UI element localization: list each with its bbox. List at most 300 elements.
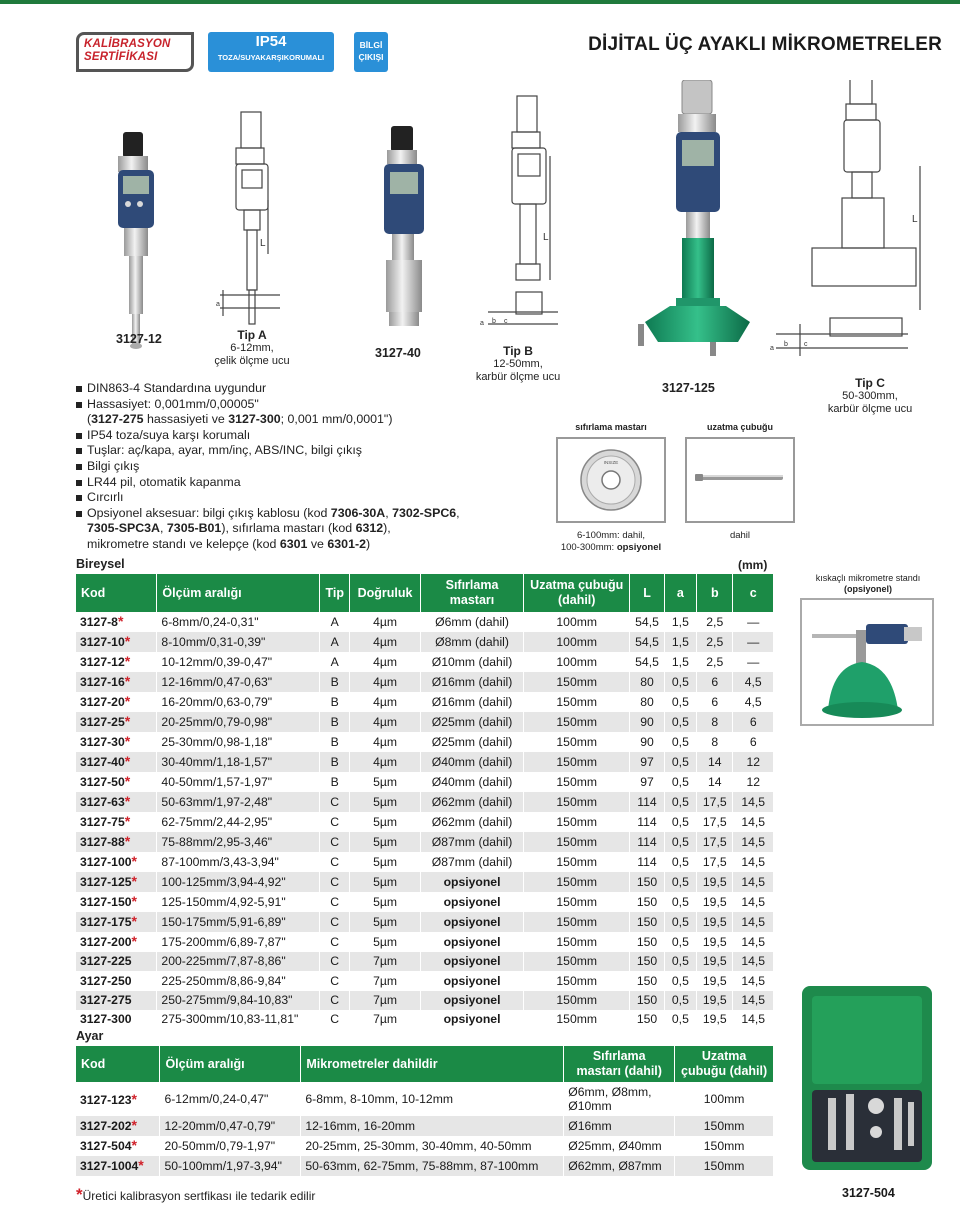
table-cell: 5µm xyxy=(350,772,421,792)
ring-gauge-cap2-bold: opsiyonel xyxy=(616,542,662,553)
table-cell: Ø25mm (dahil) xyxy=(420,732,523,752)
table-row xyxy=(76,672,774,692)
table-cell: 4,5 xyxy=(733,692,774,712)
table-cell: opsiyonel xyxy=(420,932,523,952)
table-cell: 30-40mm/1,18-1,57" xyxy=(157,752,320,772)
table-cell: 5µm xyxy=(350,872,421,892)
table-cell: C xyxy=(320,852,350,872)
tip-a-caption xyxy=(196,329,308,368)
table-cell: 54,5 xyxy=(630,632,664,652)
table-cell: 150mm xyxy=(524,672,630,692)
individual-micrometer-table xyxy=(76,574,774,1030)
table-cell: opsiyonel xyxy=(420,1010,523,1029)
table-cell: C xyxy=(320,892,350,912)
tip-b-line1: 12-50mm, xyxy=(493,358,543,370)
table-cell: 150mm xyxy=(524,792,630,812)
extension-rod-box xyxy=(685,437,795,523)
code-text: 3127-8 xyxy=(80,615,118,629)
table1-header-range: Ölçüm aralığı xyxy=(157,574,320,612)
ip54-badge-sub: TOZA/SUYAKARŞIKORUMALI xyxy=(217,53,325,62)
table-cell: 150mm xyxy=(675,1156,774,1176)
calibration-footnote xyxy=(76,1185,315,1205)
code-text: 3127-25 xyxy=(80,715,125,729)
table1-header-l: L xyxy=(630,574,664,612)
table-cell: 6-12mm/0,24-0,47" xyxy=(160,1082,301,1116)
table-cell-code xyxy=(76,991,157,1010)
table-cell: Ø16mm (dahil) xyxy=(420,672,523,692)
opt-sep: , xyxy=(456,505,460,520)
table-cell: 50-63mm, 62-75mm, 75-88mm, 87-100mm xyxy=(301,1156,564,1176)
table-cell: 150mm xyxy=(524,932,630,952)
code-text: 3127-20 xyxy=(80,695,125,709)
table-cell: 90 xyxy=(630,732,664,752)
feature-item: DIN863-4 Standardına uygundur xyxy=(76,381,516,397)
table-cell: 150mm xyxy=(524,872,630,892)
opt-code: 7305-SPC3A xyxy=(87,521,161,536)
calibration-star-icon: * xyxy=(124,633,131,649)
table-row xyxy=(76,872,774,892)
calibration-star-icon: * xyxy=(124,833,131,849)
table-cell: B xyxy=(320,752,350,772)
code-text: 3127-50 xyxy=(80,775,125,789)
table-cell: 100mm xyxy=(524,652,630,672)
opt-text: ) xyxy=(365,536,371,551)
table1-header-a: a xyxy=(664,574,696,612)
table-cell: 225-250mm/8,86-9,84" xyxy=(157,971,320,990)
table-cell: 14,5 xyxy=(733,952,774,971)
table-cell: — xyxy=(733,612,774,632)
table-cell: 4µm xyxy=(350,692,421,712)
product-label-3127-12: 3127-12 xyxy=(116,332,162,346)
table-cell: 0,5 xyxy=(664,772,696,792)
table-cell: 0,5 xyxy=(664,832,696,852)
table2-section-title: Ayar xyxy=(76,1029,104,1043)
table-cell: 150mm xyxy=(524,971,630,990)
opt-code: 7305-B01 xyxy=(166,521,222,536)
table-cell-code xyxy=(76,892,157,912)
table-cell: 150 xyxy=(630,892,664,912)
table-cell: A xyxy=(320,652,350,672)
calibration-star-icon: * xyxy=(131,853,137,869)
table-row xyxy=(76,912,774,932)
tip-b-dim-c: c xyxy=(504,318,508,325)
code-text: 3127-300 xyxy=(80,1012,132,1027)
table-cell: 5µm xyxy=(350,892,421,912)
table-cell: 114 xyxy=(630,852,664,872)
table-cell: 19,5 xyxy=(697,971,733,990)
table-cell-code xyxy=(76,1082,160,1116)
tip-a-line2: çelik ölçme ucu xyxy=(214,355,290,367)
table-row xyxy=(76,952,774,971)
table-cell: 14,5 xyxy=(733,852,774,872)
table-cell: 0,5 xyxy=(664,952,696,971)
table2-header-row xyxy=(76,1046,774,1082)
table-cell: opsiyonel xyxy=(420,872,523,892)
table-cell: 275-300mm/10,83-11,81" xyxy=(157,1010,320,1029)
stand-caption-line1: kıskaçlı mikrometre standı xyxy=(815,573,921,583)
micrometer-3127-12-image xyxy=(118,132,154,349)
table-cell: Ø87mm (dahil) xyxy=(420,852,523,872)
calibration-badge-line1: KALİBRASYON xyxy=(84,38,171,50)
calibration-star-icon: * xyxy=(124,733,131,749)
note-model-2: 3127-300 xyxy=(228,412,281,427)
table-cell: Ø10mm (dahil) xyxy=(420,652,523,672)
feature-item: Bilgi çıkış xyxy=(76,459,516,475)
table-cell: 4µm xyxy=(350,712,421,732)
table-cell: 14,5 xyxy=(733,971,774,990)
table-cell: 100mm xyxy=(524,612,630,632)
table-cell: 200-225mm/7,87-8,86" xyxy=(157,952,320,971)
table-cell: 14,5 xyxy=(733,892,774,912)
table-cell: 25-30mm/0,98-1,18" xyxy=(157,732,320,752)
top-rule xyxy=(0,0,960,4)
code-text: 3127-175 xyxy=(80,915,132,929)
ring-gauge-icon xyxy=(558,439,664,521)
table-cell: 19,5 xyxy=(697,1010,733,1029)
opt-sep: , xyxy=(160,521,167,536)
table-cell: opsiyonel xyxy=(420,991,523,1010)
table-cell: 19,5 xyxy=(697,991,733,1010)
ring-gauge-title: sıfırlama mastarı xyxy=(575,422,647,432)
table-cell: 14 xyxy=(697,772,733,792)
footnote-star: * xyxy=(76,1185,83,1204)
tip-c-line2: karbür ölçme ucu xyxy=(827,403,913,415)
ring-gauge-cap2 xyxy=(536,542,686,554)
code-text: 3127-225 xyxy=(80,954,132,969)
table-cell: 7µm xyxy=(350,991,421,1010)
table-cell: 50-63mm/1,97-2,48" xyxy=(157,792,320,812)
table-cell: C xyxy=(320,832,350,852)
table-cell: 17,5 xyxy=(697,792,733,812)
table-cell: 150mm xyxy=(524,712,630,732)
tip-c-dim-a: a xyxy=(770,345,774,352)
tip-b-caption xyxy=(462,345,574,384)
tip-a-drawing xyxy=(220,112,280,324)
table-row xyxy=(76,832,774,852)
table-cell: 6 xyxy=(697,692,733,712)
table-cell: 150 xyxy=(630,971,664,990)
table-cell: 17,5 xyxy=(697,812,733,832)
table-cell: Ø40mm (dahil) xyxy=(420,752,523,772)
table-cell: 6 xyxy=(733,712,774,732)
ip54-badge-title: IP54 xyxy=(255,33,287,50)
table-row xyxy=(76,1136,774,1156)
table-cell: 54,5 xyxy=(630,652,664,672)
feature-item: Cırcırlı xyxy=(76,490,516,506)
table-cell: 4µm xyxy=(350,672,421,692)
table-cell: 20-25mm, 25-30mm, 30-40mm, 40-50mm xyxy=(301,1136,564,1156)
table2-header-rod: Uzatma çubuğu (dahil) xyxy=(675,1046,774,1082)
table-cell: 0,5 xyxy=(664,892,696,912)
ring-gauge-box xyxy=(556,437,666,523)
micrometer-3127-40-image xyxy=(384,126,424,326)
table-cell: 17,5 xyxy=(697,832,733,852)
case-icon xyxy=(800,982,934,1174)
opt-text: mikrometre standı ve kelepçe (kod xyxy=(87,536,280,551)
table-cell: opsiyonel xyxy=(420,952,523,971)
table-cell: opsiyonel xyxy=(420,892,523,912)
table1-header-b: b xyxy=(697,574,733,612)
tip-b-dim-a: a xyxy=(480,320,484,327)
table2-header-included: Mikrometreler dahildir xyxy=(301,1046,564,1082)
table-cell: 150mm xyxy=(524,892,630,912)
table-cell: 1,5 xyxy=(664,632,696,652)
table-cell: 14 xyxy=(697,752,733,772)
feature-optional-accessories-cont xyxy=(76,537,516,553)
table-cell: 150mm xyxy=(675,1136,774,1156)
table-cell: Ø8mm (dahil) xyxy=(420,632,523,652)
tip-c-line1: 50-300mm, xyxy=(842,390,898,402)
table-cell: 150 xyxy=(630,952,664,971)
calibration-badge xyxy=(84,38,171,64)
set-micrometer-table xyxy=(76,1046,774,1176)
table-cell: 4,5 xyxy=(733,672,774,692)
tip-c-title: Tip C xyxy=(855,376,885,390)
table-cell: 14,5 xyxy=(733,832,774,852)
extension-rod-icon xyxy=(687,439,793,521)
table-cell: 114 xyxy=(630,832,664,852)
table2-header-kod: Kod xyxy=(76,1046,160,1082)
table-row xyxy=(76,1082,774,1116)
tip-a-title: Tip A xyxy=(237,328,267,342)
code-text: 3127-12 xyxy=(80,655,125,669)
table-cell: 150mm xyxy=(524,812,630,832)
table-cell: 125-150mm/4,92-5,91" xyxy=(157,892,320,912)
data-output-line2: ÇIKIŞI xyxy=(358,52,384,62)
table-cell-code xyxy=(76,872,157,892)
tip-c-dim-l: L xyxy=(912,214,918,225)
table-cell-code xyxy=(76,772,157,792)
table-cell: Ø62mm (dahil) xyxy=(420,812,523,832)
table-cell: 19,5 xyxy=(697,872,733,892)
table-cell-code xyxy=(76,652,157,672)
table-row xyxy=(76,812,774,832)
note-mid: hassasiyeti ve xyxy=(143,412,229,427)
table2-header-range: Ölçüm aralığı xyxy=(160,1046,301,1082)
table-cell: 6-8mm, 8-10mm, 10-12mm xyxy=(301,1082,564,1116)
table-cell-code xyxy=(76,1116,160,1136)
micrometer-set-case-image xyxy=(800,982,934,1174)
code-text: 3127-123 xyxy=(80,1092,132,1107)
table-cell: 1,5 xyxy=(664,652,696,672)
table-cell: 150 xyxy=(630,991,664,1010)
table-cell-code xyxy=(76,812,157,832)
table-cell: 17,5 xyxy=(697,852,733,872)
calibration-star-icon: * xyxy=(131,913,137,929)
opt-sep: , xyxy=(385,505,393,520)
table-cell: 100-125mm/3,94-4,92" xyxy=(157,872,320,892)
table-cell: C xyxy=(320,952,350,971)
note-open: ( xyxy=(87,412,92,427)
table-cell: 4µm xyxy=(350,752,421,772)
table-cell: 250-275mm/9,84-10,83" xyxy=(157,991,320,1010)
calibration-star-icon: * xyxy=(131,873,137,889)
product-label-3127-40: 3127-40 xyxy=(375,346,421,360)
table-cell-code xyxy=(76,952,157,971)
calibration-star-icon: * xyxy=(124,713,131,729)
table-cell: opsiyonel xyxy=(420,971,523,990)
table-cell-code xyxy=(76,672,157,692)
table-cell: 150mm xyxy=(524,752,630,772)
table-cell: 2,5 xyxy=(697,652,733,672)
code-text: 3127-16 xyxy=(80,675,125,689)
table-cell: B xyxy=(320,692,350,712)
table1-header-c: c xyxy=(733,574,774,612)
table-cell: C xyxy=(320,991,350,1010)
table-cell: 150 xyxy=(630,912,664,932)
table-cell: 97 xyxy=(630,752,664,772)
opt-text: ), sıfırlama mastarı (kod xyxy=(221,521,356,536)
table-cell: 1,5 xyxy=(664,612,696,632)
calibration-star-icon: * xyxy=(124,753,131,769)
table-cell: 150 xyxy=(630,932,664,952)
table-cell: 54,5 xyxy=(630,612,664,632)
code-text: 3127-504 xyxy=(80,1139,132,1153)
code-text: 3127-40 xyxy=(80,755,125,769)
table-cell: 80 xyxy=(630,672,664,692)
table-cell: 0,5 xyxy=(664,792,696,812)
table-cell: Ø16mm (dahil) xyxy=(420,692,523,712)
table-cell: 12-16mm/0,47-0,63" xyxy=(157,672,320,692)
calibration-star-icon: * xyxy=(124,793,131,809)
code-text: 3127-100 xyxy=(80,855,132,869)
table-cell: 97 xyxy=(630,772,664,792)
table-cell: 4µm xyxy=(350,632,421,652)
table-cell: 150 xyxy=(630,872,664,892)
calibration-star-icon: * xyxy=(138,1157,144,1173)
table-cell: 10-12mm/0,39-0,47" xyxy=(157,652,320,672)
table-cell: 0,5 xyxy=(664,852,696,872)
table-row xyxy=(76,692,774,712)
table-cell: — xyxy=(733,652,774,672)
footnote-text: Üretici kalibrasyon sertfikası ile tedarik edilir xyxy=(82,1189,316,1203)
table-cell: 14,5 xyxy=(733,1010,774,1029)
table-cell: Ø25mm (dahil) xyxy=(420,712,523,732)
table-cell-code xyxy=(76,971,157,990)
code-text: 3127-125 xyxy=(80,875,132,889)
product-label-3127-125: 3127-125 xyxy=(662,381,715,395)
code-text: 3127-30 xyxy=(80,735,125,749)
table-cell: 4µm xyxy=(350,652,421,672)
table-cell: C xyxy=(320,872,350,892)
tip-a-line1: 6-12mm, xyxy=(230,342,274,354)
table-cell: 6-8mm/0,24-0,31" xyxy=(157,612,320,632)
table-row xyxy=(76,772,774,792)
table-cell: 5µm xyxy=(350,912,421,932)
table-row xyxy=(76,991,774,1010)
table-cell: 0,5 xyxy=(664,752,696,772)
feature-item: LR44 pil, otomatik kapanma xyxy=(76,475,516,491)
table-row xyxy=(76,652,774,672)
table-cell: 150mm xyxy=(524,991,630,1010)
calibration-star-icon: * xyxy=(131,893,137,909)
ring-gauge-engraving: INSIZE xyxy=(603,460,619,465)
feature-item: Tuşlar: aç/kapa, ayar, mm/inç, ABS/INC, bilgi çıkış xyxy=(76,443,516,459)
table-cell: 4µm xyxy=(350,732,421,752)
table1-header-tip: Tip xyxy=(320,574,350,612)
table-cell: 80 xyxy=(630,692,664,712)
table-cell: 0,5 xyxy=(664,872,696,892)
table-cell: 20-25mm/0,79-0,98" xyxy=(157,712,320,732)
feature-precision-note xyxy=(76,412,516,428)
micrometer-3127-125-image xyxy=(638,80,750,356)
table-cell: 75-88mm/2,95-3,46" xyxy=(157,832,320,852)
table-cell: 150mm xyxy=(524,1010,630,1029)
table-cell: C xyxy=(320,912,350,932)
table-row xyxy=(76,712,774,732)
stand-caption-line2: (opsiyonel) xyxy=(843,584,892,594)
stand-caption xyxy=(798,573,938,595)
feature-optional-accessories xyxy=(76,506,516,522)
code-text: 3127-275 xyxy=(80,992,132,1007)
tip-c-drawing xyxy=(776,80,920,356)
calibration-badge-line2: SERTİFİKASI xyxy=(84,51,158,63)
code-text: 3127-1004 xyxy=(80,1159,139,1173)
table-row xyxy=(76,752,774,772)
table-cell: Ø62mm (dahil) xyxy=(420,792,523,812)
table1-section-title: Bireysel xyxy=(76,557,125,571)
table1-header-kod: Kod xyxy=(76,574,157,612)
table-cell-code xyxy=(76,1010,157,1029)
table-cell: 5µm xyxy=(350,812,421,832)
table-cell-code xyxy=(76,792,157,812)
table-cell: C xyxy=(320,971,350,990)
table-cell: 8-10mm/0,31-0,39" xyxy=(157,632,320,652)
table-row xyxy=(76,852,774,872)
table-cell: A xyxy=(320,612,350,632)
table-cell: 6 xyxy=(697,672,733,692)
opt-text: ve xyxy=(307,536,328,551)
table-cell: 19,5 xyxy=(697,932,733,952)
table-row xyxy=(76,732,774,752)
table-cell: B xyxy=(320,712,350,732)
table-cell: 0,5 xyxy=(664,712,696,732)
table-cell: 12-16mm, 16-20mm xyxy=(301,1116,564,1136)
table-cell: 40-50mm/1,57-1,97" xyxy=(157,772,320,792)
table-cell: 150mm xyxy=(524,832,630,852)
micrometer-stand-image xyxy=(800,598,934,726)
table-row xyxy=(76,1010,774,1029)
table-cell: 150mm xyxy=(524,852,630,872)
code-text: 3127-202 xyxy=(80,1119,132,1133)
opt-text: Opsiyonel aksesuar: bilgi çıkış kablosu (kod xyxy=(87,505,331,520)
table1-header-row xyxy=(76,574,774,612)
table-cell: 19,5 xyxy=(697,892,733,912)
table-cell-code xyxy=(76,612,157,632)
feature-item: Hassasiyet: 0,001mm/0,00005" xyxy=(76,397,516,413)
table-cell: 175-200mm/6,89-7,87" xyxy=(157,932,320,952)
table-cell: B xyxy=(320,672,350,692)
calibration-star-icon: * xyxy=(124,653,131,669)
table-cell: Ø87mm (dahil) xyxy=(420,832,523,852)
tip-b-title: Tip B xyxy=(503,344,533,358)
tip-a-dim-a: a xyxy=(216,301,220,308)
opt-code: 7306-30A xyxy=(330,505,386,520)
table-cell: 8 xyxy=(697,712,733,732)
feature-item: IP54 toza/suya karşı korumalı xyxy=(76,428,516,444)
table-cell: 0,5 xyxy=(664,1010,696,1029)
calibration-star-icon: * xyxy=(117,613,124,629)
table-cell: C xyxy=(320,932,350,952)
tip-a-dim-l: L xyxy=(260,238,266,249)
table-cell: 6 xyxy=(733,732,774,752)
data-output-line1: BİLGİ xyxy=(359,40,383,50)
table-cell: 14,5 xyxy=(733,932,774,952)
table-cell: 0,5 xyxy=(664,692,696,712)
feature-optional-accessories-cont xyxy=(76,521,516,537)
ring-gauge-cap2-pre: 100-300mm: xyxy=(560,542,617,553)
table-cell: 7µm xyxy=(350,1010,421,1029)
